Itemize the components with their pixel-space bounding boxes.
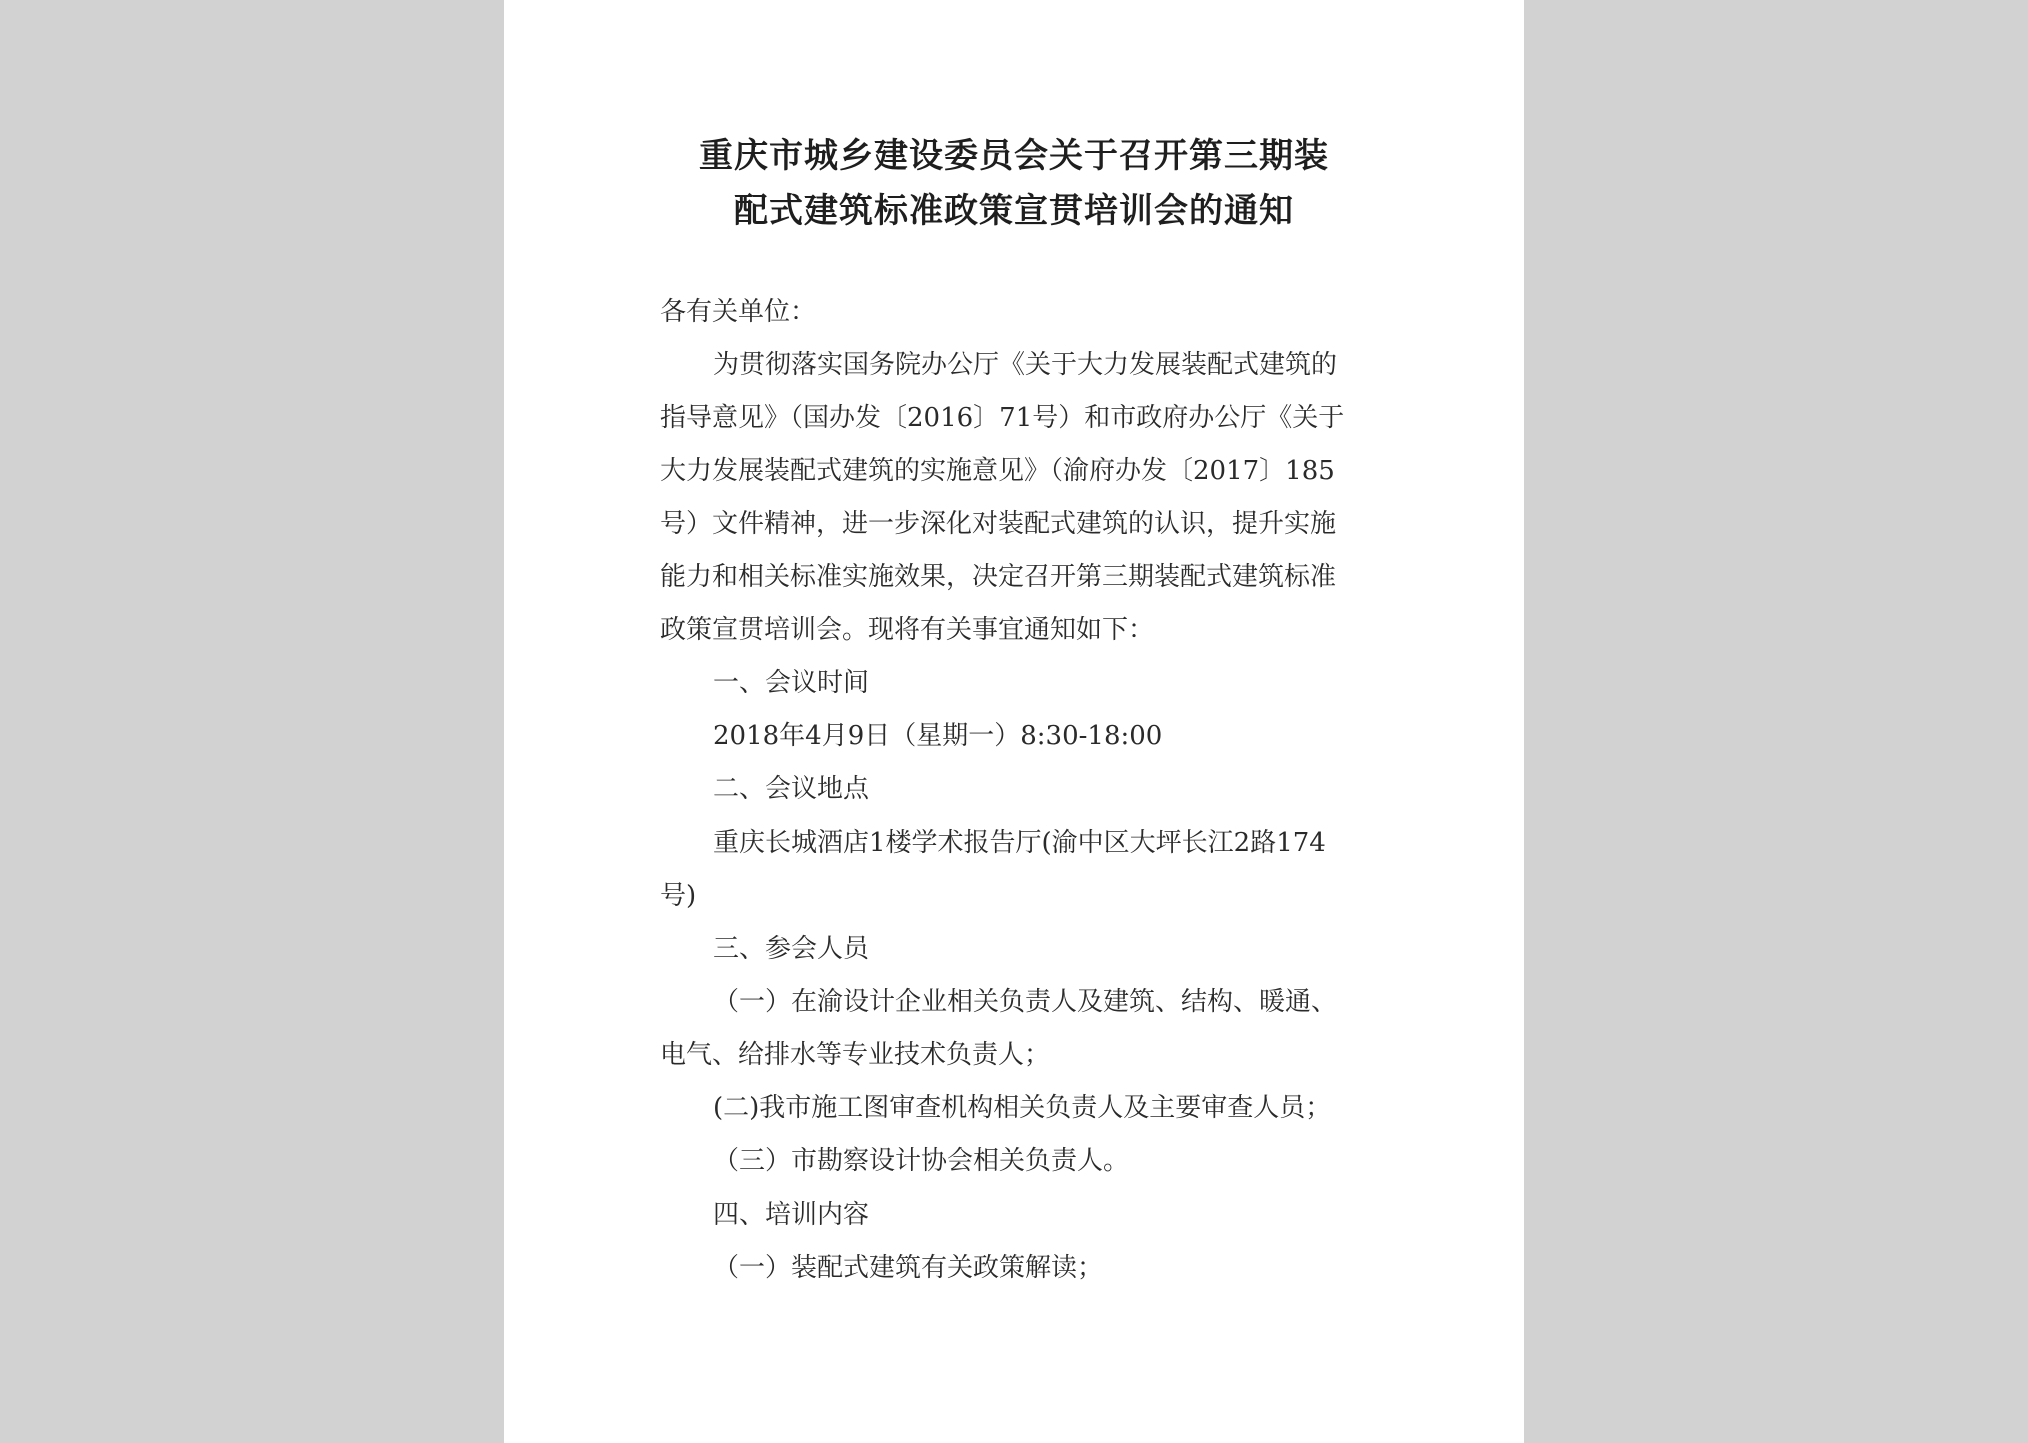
intro-line-3: 大力发展装配式建筑的实施意见》（渝府办发〔2017〕185 — [660, 456, 1335, 486]
section-4-heading: 四、培训内容 — [713, 1200, 870, 1230]
intro-line-5: 能力和相关标准实施效果，决定召开第三期装配式建筑标准 — [660, 562, 1337, 592]
document-title-line-2: 配式建筑标准政策宣贯培训会的通知 — [734, 191, 1294, 231]
intro-line-6: 政策宣贯培训会。现将有关事宜通知如下： — [660, 615, 1155, 645]
intro-line-1: 为贯彻落实国务院办公厅《关于大力发展装配式建筑的 — [713, 350, 1338, 380]
attendees-item-1-line-2: 电气、给排水等专业技术负责人； — [660, 1040, 1051, 1070]
salutation: 各有关单位： — [660, 297, 817, 327]
section-2-heading: 二、会议地点 — [713, 774, 870, 804]
intro-line-4: 号）文件精神，进一步深化对装配式建筑的认识，提升实施 — [660, 509, 1337, 539]
meeting-location-line-2: 号) — [660, 881, 697, 911]
meeting-location-line-1: 重庆长城酒店1楼学术报告厅(渝中区大坪长江2路174 — [713, 828, 1326, 858]
meeting-time: 2018年4月9日（星期一）8:30-18:00 — [713, 721, 1163, 751]
intro-line-2: 指导意见》（国办发〔2016〕71号）和市政府办公厅《关于 — [660, 403, 1345, 433]
training-content-item-1: （一）装配式建筑有关政策解读； — [713, 1253, 1104, 1283]
document-title-line-1: 重庆市城乡建设委员会关于召开第三期装 — [699, 136, 1329, 176]
attendees-item-1-line-1: （一）在渝设计企业相关负责人及建筑、结构、暖通、 — [713, 987, 1338, 1017]
section-3-heading: 三、参会人员 — [713, 934, 870, 964]
section-1-heading: 一、会议时间 — [713, 668, 870, 698]
attendees-item-2: (二)我市施工图审查机构相关负责人及主要审查人员； — [713, 1093, 1332, 1123]
document-page — [504, 0, 1524, 1443]
attendees-item-3: （三）市勘察设计协会相关负责人。 — [713, 1146, 1130, 1176]
